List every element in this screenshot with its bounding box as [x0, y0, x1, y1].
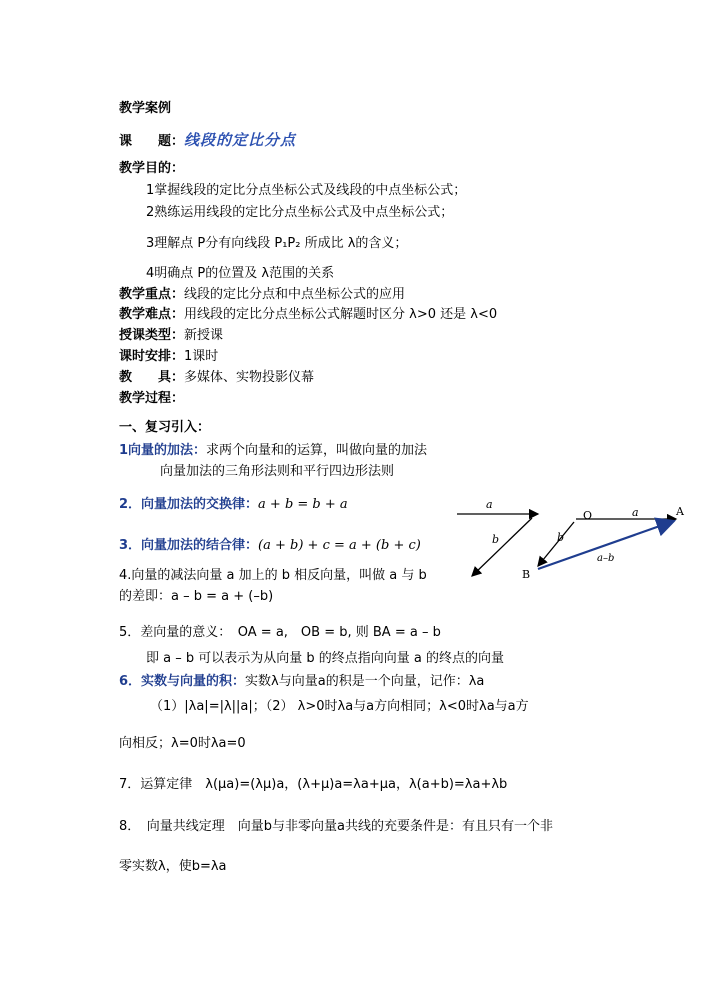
difficulties-text: 用线段的定比分点坐标公式解题时区分 λ>0 还是 λ<0 — [184, 307, 498, 322]
objective-1: 1掌握线段的定比分点坐标公式及线段的中点坐标公式； — [146, 183, 467, 198]
objectives-label: 教学目的： — [119, 161, 185, 176]
tools-text: 多媒体、实物投影仪幕 — [184, 370, 315, 385]
item-4-line1: 4.向量的减法向量 a 加上的 b 相反向量，叫做 a 与 b — [119, 568, 427, 583]
item-6-sub2: 向相反；λ=0时λa=0 — [119, 736, 246, 751]
point-o-label: O — [583, 509, 593, 522]
item-5-sub: 即 a – b 可以表示为从向量 b 的终点指向向量 a 的终点的向量 — [146, 651, 504, 666]
item-6-head: 6．实数与向量的积： — [119, 674, 246, 689]
item-8-line2: 零实数λ，使b=λa — [119, 859, 227, 874]
tools-label: 教 具： — [119, 370, 185, 385]
process-label: 教学过程： — [119, 391, 185, 406]
item-1-text: 求两个向量和的运算，叫做向量的加法 — [206, 443, 428, 458]
item-6-text: 实数λ与向量a的积是一个向量，记作：λa — [245, 674, 485, 689]
item-3-formula: (a + b) + c = a + (b + c) — [258, 538, 421, 553]
right-label-a: a — [632, 506, 639, 519]
objective-2: 2熟练运用线段的定比分点坐标公式及中点坐标公式； — [146, 205, 454, 220]
key-points-label: 教学重点： — [119, 287, 185, 302]
right-label-b: b — [557, 531, 565, 544]
right-vector-b — [538, 522, 574, 566]
item-4-line2: 的差即：a – b = a + (–b) — [119, 589, 274, 604]
point-b-label: B — [522, 568, 531, 581]
left-label-b: b — [492, 533, 500, 546]
objective-4: 4明确点 P的位置及 λ范围的关系 — [146, 266, 335, 281]
item-5: 5．差向量的意义： OA = a, OB = b, 则 BA = a – b — [119, 625, 441, 640]
item-1-head: 1向量的加法： — [119, 443, 207, 458]
lesson-type-label: 授课类型： — [119, 328, 185, 343]
schedule-text: 1课时 — [184, 349, 219, 364]
point-a-label: A — [676, 505, 684, 518]
item-7: 7．运算定律 λ(μa)=(λμ)a，(λ+μ)a=λa+μa，λ(a+b)=λa+λb — [119, 777, 508, 792]
item-2-head: 2．向量加法的交换律： — [119, 497, 259, 512]
left-label-a: a — [486, 498, 493, 511]
item-8-line1: 8． 向量共线定理 向量b与非零向量a共线的充要条件是：有且只有一个非 — [119, 819, 553, 834]
item-3-head: 3．向量加法的结合律： — [119, 538, 259, 553]
topic-label: 课 题： — [119, 134, 185, 149]
objective-3: 3理解点 P分有向线段 P₁P₂ 所成比 λ的含义； — [146, 236, 408, 251]
item-6-sub1: （1）|λa|=|λ||a|；（2） λ>0时λa与a方向相同；λ<0时λa与a方 — [150, 699, 529, 714]
topic-value: 线段的定比分点 — [184, 131, 297, 149]
difficulties-label: 教学难点： — [119, 307, 185, 322]
schedule-label: 课时安排： — [119, 349, 185, 364]
doc-title: 教学案例 — [119, 101, 172, 116]
diff-label: a–b — [597, 553, 615, 564]
item-2-formula: a + b = b + a — [258, 497, 348, 512]
item-1-sub: 向量加法的三角形法则和平行四边形法则 — [160, 464, 395, 479]
lesson-type-text: 新授课 — [184, 328, 224, 343]
key-points-text: 线段的定比分点和中点坐标公式的应用 — [184, 287, 406, 302]
section-heading: 一、复习引入： — [119, 420, 211, 435]
